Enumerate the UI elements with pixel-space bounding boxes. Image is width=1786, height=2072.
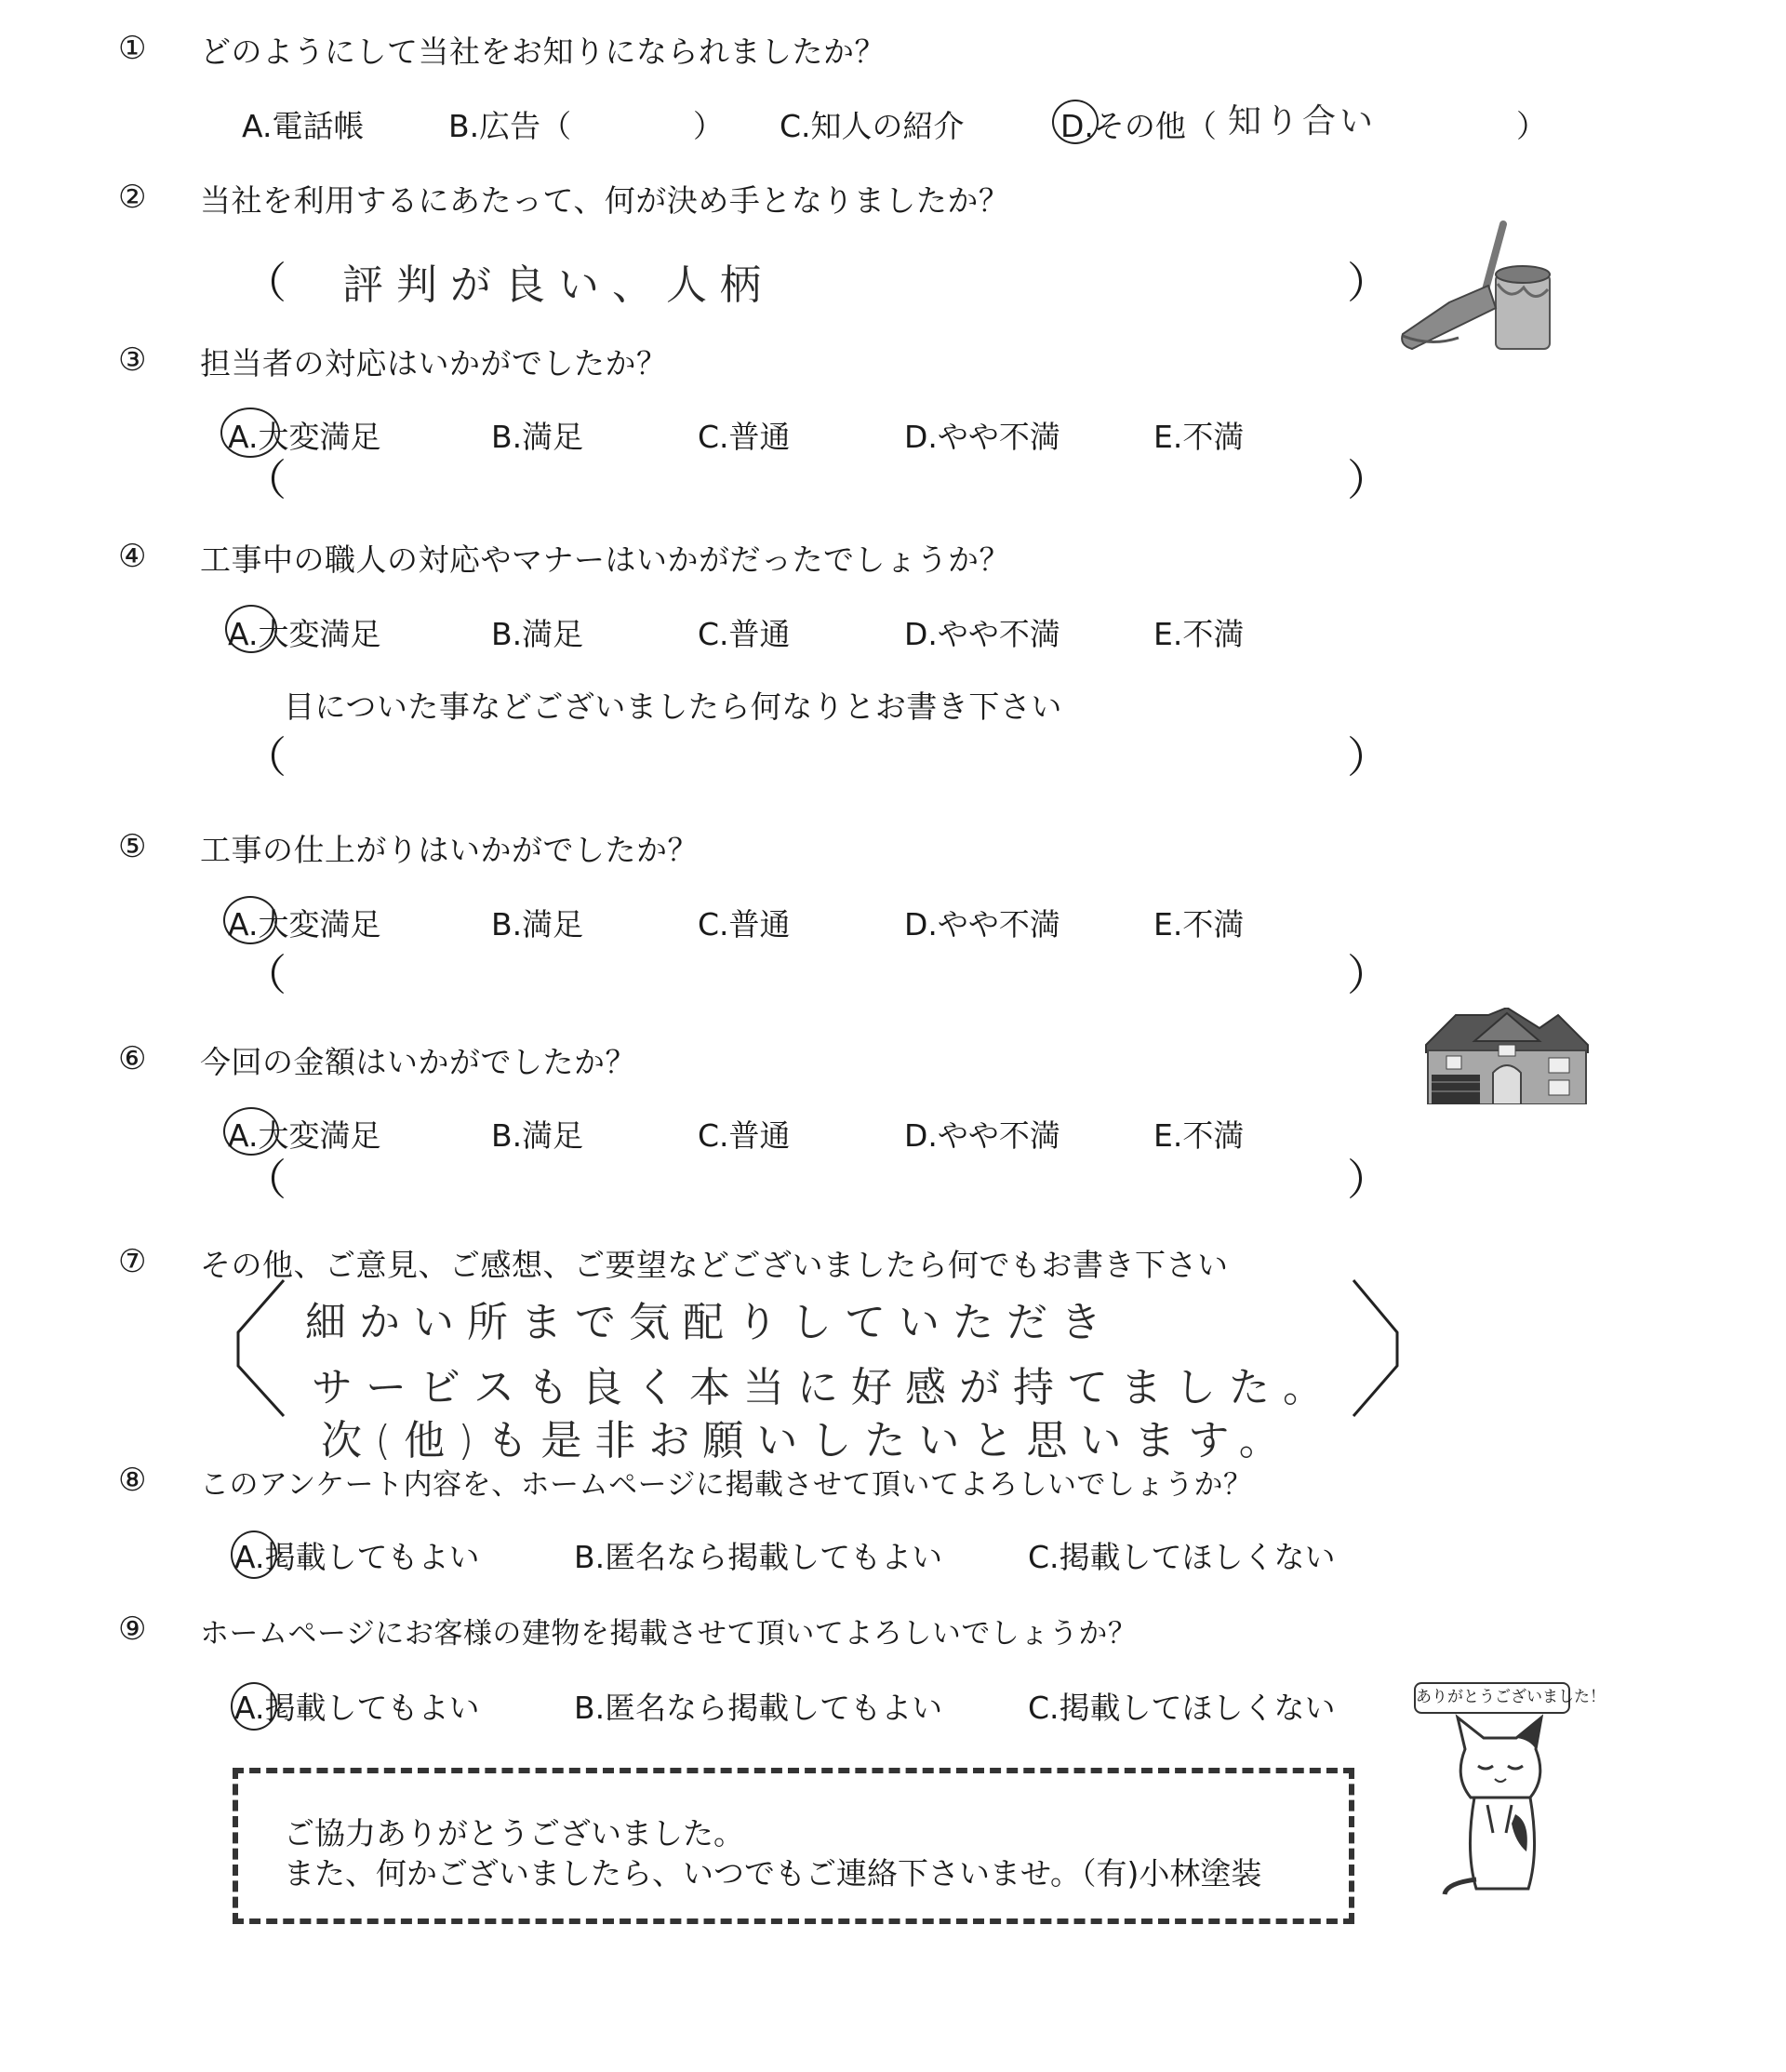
q1-handwritten-answer: 知り合い bbox=[1228, 102, 1378, 140]
q4-number: ④ bbox=[118, 538, 147, 575]
q4-option-c[interactable]: C.普通 bbox=[698, 616, 791, 652]
q8-option-c[interactable]: C.掲載してほしくない bbox=[1028, 1539, 1336, 1575]
footer-thanks-line: ご協力ありがとうございました。 bbox=[284, 1815, 744, 1851]
q6-option-c[interactable]: C.普通 bbox=[698, 1117, 791, 1154]
q5-text: 工事の仕上がりはいかがでしたか？ bbox=[200, 832, 699, 868]
q4-option-a[interactable]: A.大変満足 bbox=[228, 616, 381, 652]
q6-paren-close: ） bbox=[1347, 1155, 1390, 1205]
q4-subtext: 目についた事などございましたら何なりとお書き下さい bbox=[284, 688, 1062, 725]
q1-option-a[interactable]: A.電話帳 bbox=[242, 108, 365, 144]
q7-handwritten-line-1: 細かい所まで気配りしていただき bbox=[305, 1299, 1114, 1346]
q9-option-b[interactable]: B.匿名なら掲載してもよい bbox=[574, 1690, 943, 1726]
q2-number: ② bbox=[118, 179, 147, 216]
q1-option-b[interactable]: B.広告（ bbox=[448, 108, 572, 144]
q8-option-a[interactable]: A.掲載してもよい bbox=[234, 1539, 480, 1575]
q5-option-b[interactable]: B.満足 bbox=[491, 906, 584, 942]
q6-option-e[interactable]: E.不満 bbox=[1153, 1117, 1245, 1154]
cat-mascot-icon bbox=[1437, 1712, 1563, 1898]
q5-option-d[interactable]: D.やや不満 bbox=[904, 906, 1060, 942]
q5-paren-open: （ bbox=[244, 950, 287, 1000]
q9-option-a[interactable]: A.掲載してもよい bbox=[234, 1690, 480, 1726]
q5-number: ⑤ bbox=[118, 828, 147, 865]
q2-paren-close: ） bbox=[1347, 258, 1390, 308]
q3-option-b[interactable]: B.満足 bbox=[491, 419, 584, 455]
q3-paren-close: ） bbox=[1347, 455, 1390, 505]
q4-paren-open: （ bbox=[244, 732, 287, 782]
q3-option-d[interactable]: D.やや不満 bbox=[904, 419, 1060, 455]
q7-text: その他、ご意見、ご感想、ご要望などございましたら何でもお書き下さい bbox=[200, 1247, 1229, 1283]
q1-text: どのようにして当社をお知りになられましたか？ bbox=[200, 33, 886, 70]
q6-number: ⑥ bbox=[118, 1040, 147, 1077]
q7-bracket-left bbox=[233, 1275, 288, 1424]
q4-option-b[interactable]: B.満足 bbox=[491, 616, 584, 652]
q8-text: このアンケート内容を、ホームページに掲載させて頂いてよろしいでしょうか？ bbox=[200, 1468, 1253, 1502]
q7-handwritten-line-2: サービスも良く本当に好感が持てました。 bbox=[312, 1364, 1337, 1411]
q6-text: 今回の金額はいかがでしたか？ bbox=[200, 1044, 636, 1080]
q7-bracket-right bbox=[1349, 1275, 1405, 1424]
q4-option-e[interactable]: E.不満 bbox=[1153, 616, 1245, 652]
q5-option-c[interactable]: C.普通 bbox=[698, 906, 791, 942]
q8-option-b[interactable]: B.匿名なら掲載してもよい bbox=[574, 1539, 943, 1575]
q5-option-a[interactable]: A.大変満足 bbox=[228, 906, 381, 942]
q1-number: ① bbox=[118, 30, 147, 67]
q5-option-e[interactable]: E.不満 bbox=[1153, 906, 1245, 942]
q2-paren-open: （ bbox=[244, 258, 287, 308]
q2-text: 当社を利用するにあたって、何が決め手となりましたか？ bbox=[200, 182, 1010, 219]
q3-option-e[interactable]: E.不満 bbox=[1153, 419, 1245, 455]
q7-handwritten-line-3: 次(他)も是非お願いしたいと思います。 bbox=[321, 1417, 1293, 1464]
q3-option-a[interactable]: A.大変満足 bbox=[228, 419, 381, 455]
cat-speech-bubble: ありがとうございました！ bbox=[1414, 1682, 1570, 1714]
q1-option-b-close: ） bbox=[693, 108, 724, 144]
q1-option-d-close: ） bbox=[1516, 108, 1547, 144]
q9-option-c[interactable]: C.掲載してほしくない bbox=[1028, 1690, 1336, 1726]
q9-text: ホームページにお客様の建物を掲載させて頂いてよろしいでしょうか？ bbox=[200, 1617, 1138, 1651]
q7-number: ⑦ bbox=[118, 1243, 147, 1280]
q6-paren-open: （ bbox=[244, 1155, 287, 1205]
q2-handwritten-answer: 評判が良い、人柄 bbox=[342, 261, 774, 309]
q5-paren-close: ） bbox=[1347, 950, 1390, 1000]
q6-option-b[interactable]: B.満足 bbox=[491, 1117, 584, 1154]
q8-number: ⑧ bbox=[118, 1462, 147, 1499]
q6-option-a[interactable]: A.大変満足 bbox=[228, 1117, 381, 1154]
q9-number: ⑨ bbox=[118, 1611, 147, 1648]
q3-number: ③ bbox=[118, 341, 147, 379]
house-icon bbox=[1419, 1008, 1595, 1104]
q3-paren-open: （ bbox=[244, 455, 287, 505]
paint-brush-bucket-icon bbox=[1393, 219, 1556, 358]
q4-text: 工事中の職人の対応やマナーはいかがだったでしょうか？ bbox=[200, 541, 1010, 578]
q3-text: 担当者の対応はいかがでしたか？ bbox=[200, 345, 668, 381]
q4-option-d[interactable]: D.やや不満 bbox=[904, 616, 1060, 652]
q3-option-c[interactable]: C.普通 bbox=[698, 419, 791, 455]
q4-paren-close: ） bbox=[1347, 732, 1390, 782]
q6-option-d[interactable]: D.やや不満 bbox=[904, 1117, 1060, 1154]
footer-contact-line: また、何かございましたら、いつでもご連絡下さいませ。（有)小林塗装 bbox=[284, 1855, 1262, 1892]
q1-option-c[interactable]: C.知人の紹介 bbox=[780, 108, 965, 144]
q1-option-d[interactable]: D.その他（ bbox=[1060, 108, 1217, 144]
